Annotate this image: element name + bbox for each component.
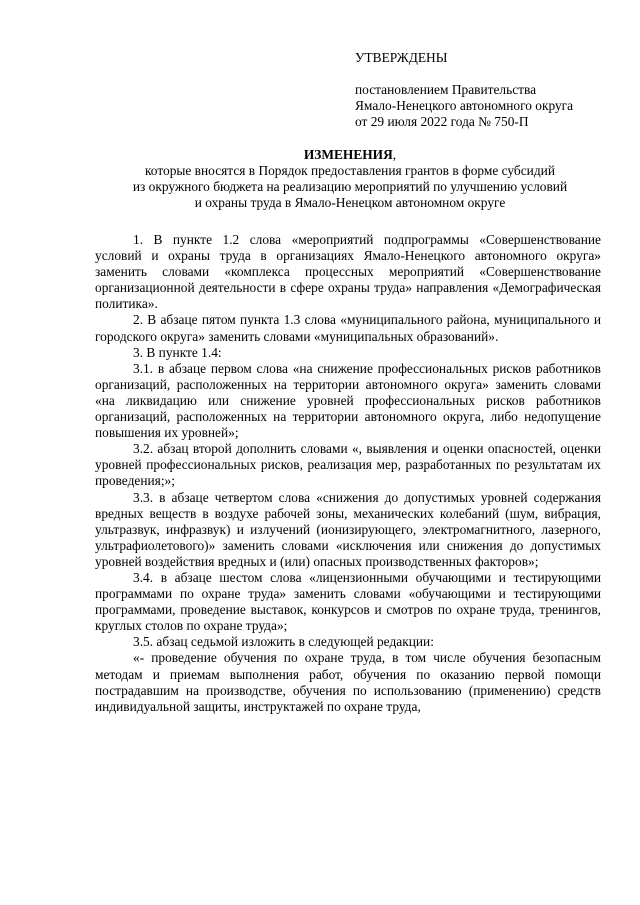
approval-line: постановлением Правительства (355, 82, 537, 98)
heading-title-line (95, 147, 605, 163)
heading-subtitle-line: из окружного бюджета на реализацию мероприятий по улучшению условий (132, 179, 568, 195)
paragraph-3-4: 3.4. в абзаце шестом слова «лицензионными обучающими и тестирующими программами по охране труда» заменить словами «обучающими и тестирующими программами, проведение выставок, конкурсов и смотров по охране труда, тренингов, круглых столов по охране труда»; (95, 569, 601, 634)
approval-block (355, 50, 573, 130)
paragraph-3: 3. В пункте 1.4: (133, 344, 222, 360)
heading-title-suffix: , (392, 147, 397, 162)
approval-line: Ямало-Ненецкого автономного округа (355, 98, 574, 114)
heading-title: ИЗМЕНЕНИЯ (303, 147, 393, 162)
heading-subtitle-line: которые вносятся в Порядок предоставления грантов в форме субсидий (144, 163, 555, 179)
document-heading (95, 147, 605, 211)
document-body (95, 232, 601, 715)
approval-line: от 29 июля 2022 года № 750-П (355, 114, 529, 130)
paragraph-2: 2. В абзаце пятом пункта 1.3 слова «муниципального района, муниципального и городского округа» заменить словами «муниципальных образований». (95, 312, 601, 344)
heading-subtitle-line: и охраны труда в Ямало-Ненецком автономном округе (194, 195, 506, 211)
paragraph-3-3: 3.3. в абзаце четвертом слова «снижения до допустимых уровней содержания вредных веществ в воздухе рабочей зоны, механических колебаний (шум, вибрация, ультразвук, инфразвук) и излучений (ионизирующего, электромагнитного, лазерного, ультрафиолетового)» заменить словами «исключения или снижения до допустимых уровней воздействия вредных и (или) опасных производственных факторов»; (95, 489, 601, 569)
paragraph-3-5: 3.5. абзац седьмой изложить в следующей редакции: (133, 634, 434, 650)
approval-title: УТВЕРЖДЕНЫ (355, 50, 448, 65)
paragraph-1: 1. В пункте 1.2 слова «мероприятий подпрограммы «Совершенствование условий и охраны труда в организациях Ямало-Ненецкого автономного округа» заменить словами «комплекса процессных мероприятий «Совершенствование организационной деятельности в сфере охраны труда» направления «Демографическая политика». (95, 232, 601, 312)
paragraph-3-2: 3.2. абзац второй дополнить словами «, выявления и оценки опасностей, оценки уровней профессиональных рисков, реализация мер, разработанных по результатам их проведения;»; (95, 441, 601, 489)
paragraph-3-1: 3.1. в абзаце первом слова «на снижение профессиональных рисков работников организаций, расположенных на территории автономного округа» заменить словами «на ликвидацию или снижение уровней профессиональных рисков работников организаций, расположенных на территории автономного округа, либо недопущение повышения их уровней»; (95, 360, 601, 441)
paragraph-3-5-text: «- проведение обучения по охране труда, в том числе обучения безопасным методам и приемам выполнения работ, обучения по оказанию первой помощи пострадавшим на производстве, обучения по использованию (применению) средств индивидуальной защиты, инструктажей по охране труда, (95, 650, 601, 714)
